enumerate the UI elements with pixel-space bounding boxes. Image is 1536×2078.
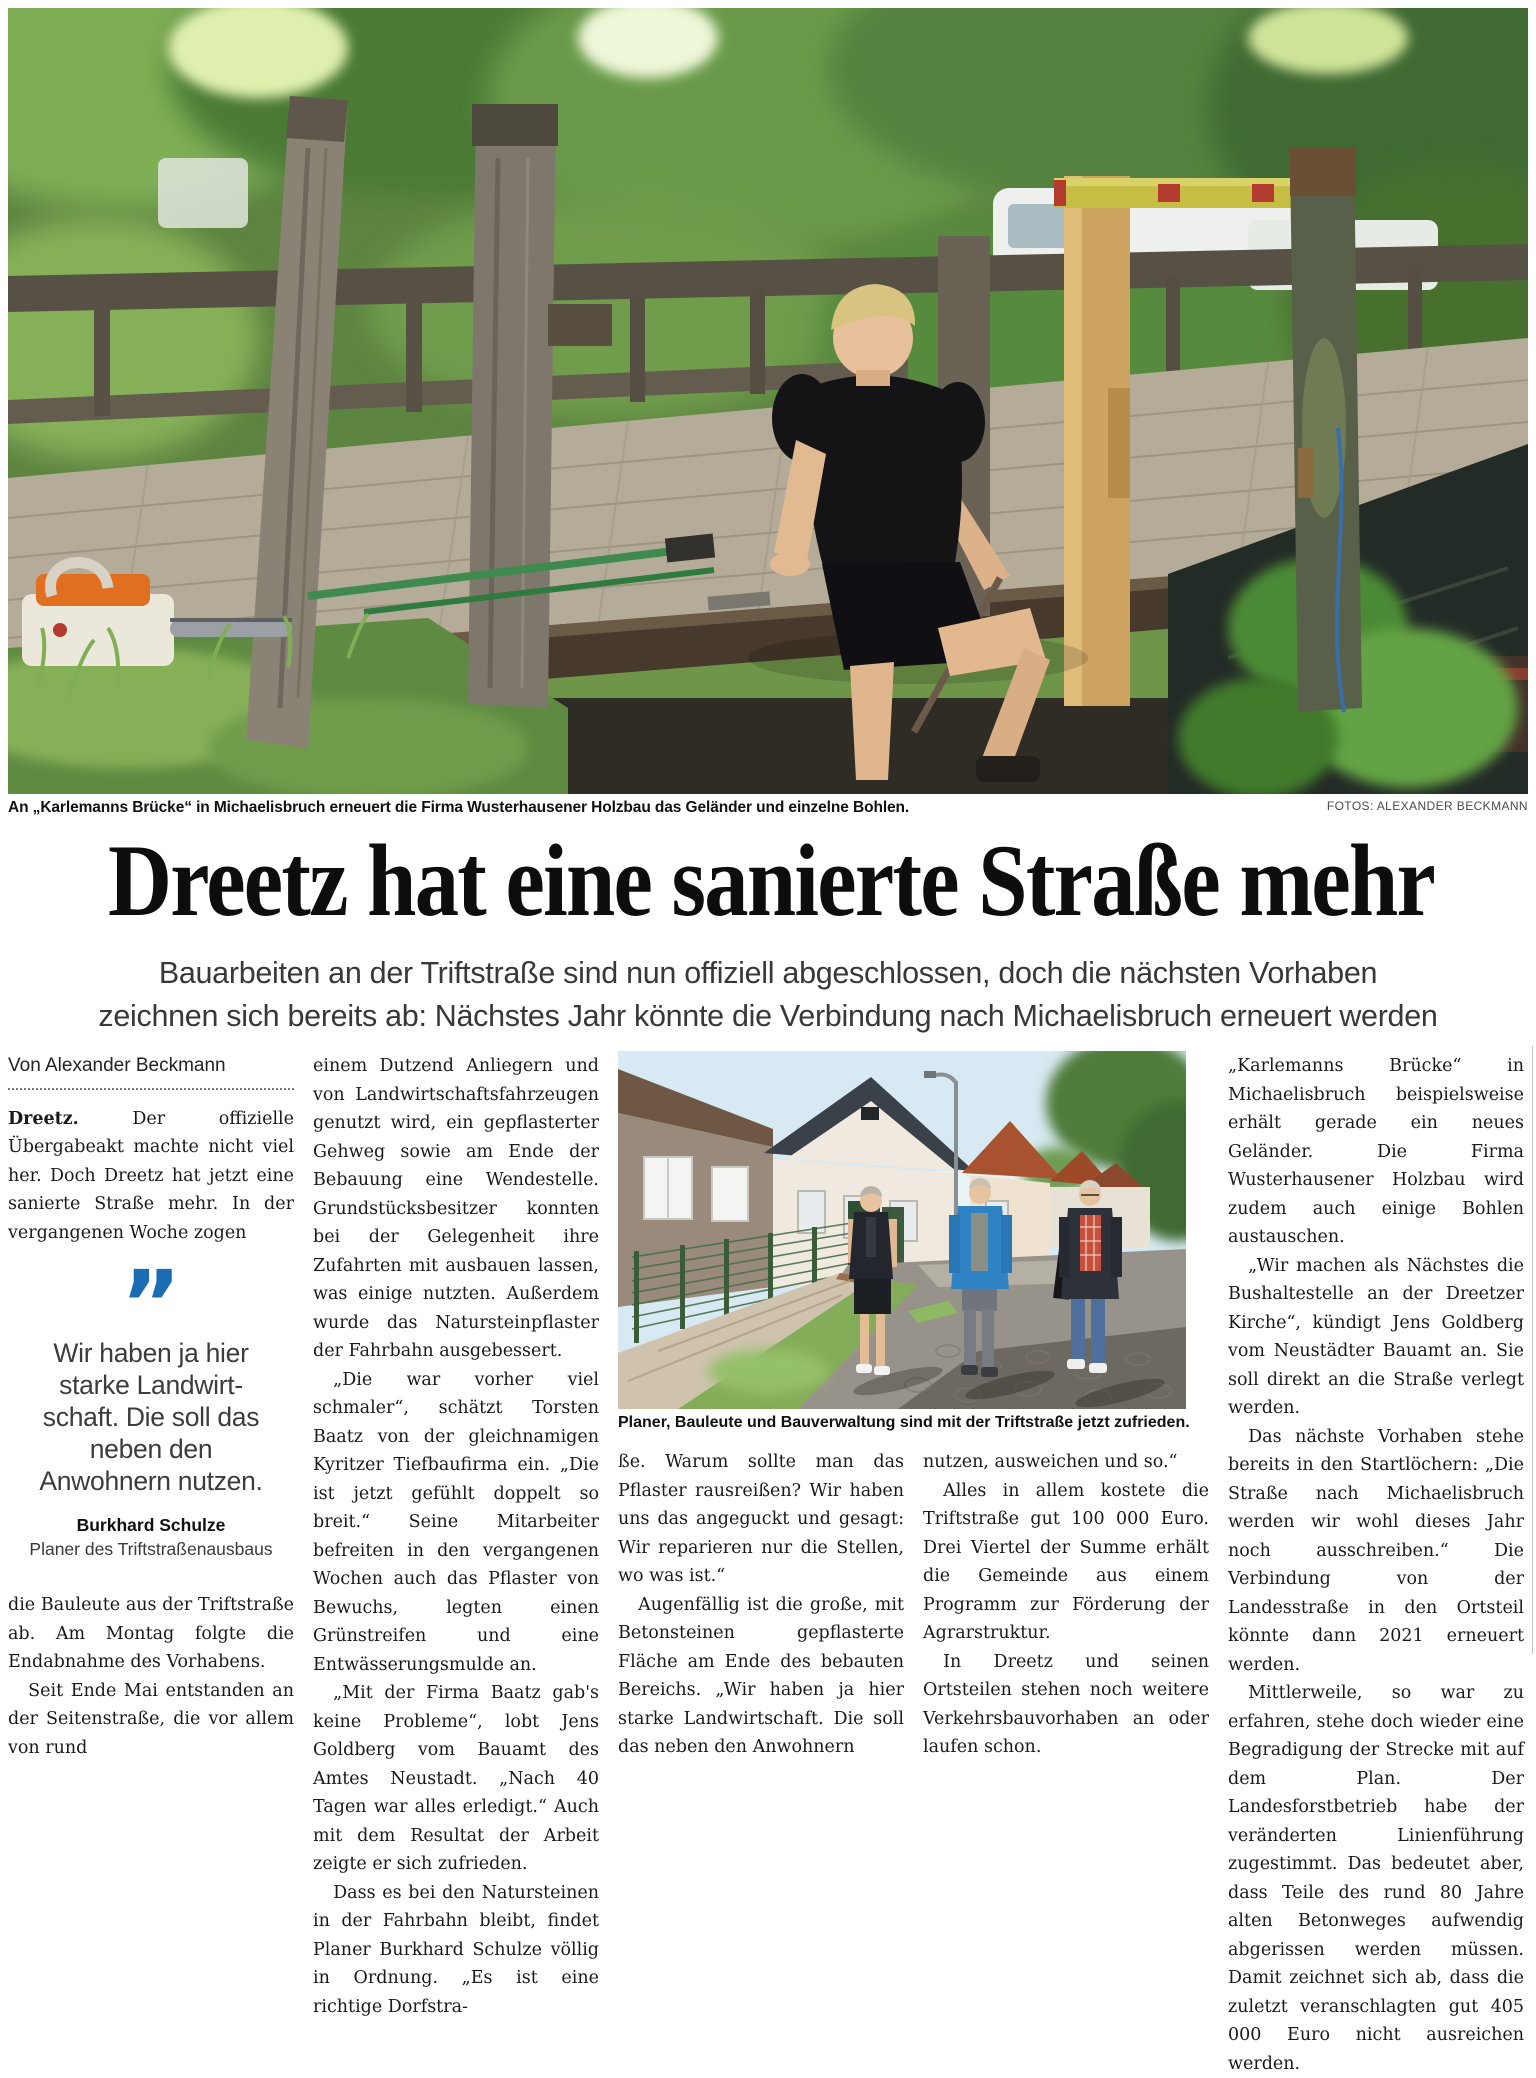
paragraph: „Karlemanns Brücke“ in Michaelisbruch beispielsweise erhält gerade ein neues Geländer. Die Firma Wusterhausener Holzbau wird zudem auch einige Bohlen austauschen. <box>1228 1056 1524 1247</box>
quote-icon: ” <box>120 1251 182 1358</box>
paragraph: Augenfällig ist die große, mit Betonsteinen gepflasterte Fläche am Ende des bebauten Bereichs. „Wir haben ja hier starke Landwirtschaft. Die soll das neben den Anwohnern <box>618 1594 904 1757</box>
bridge-photo-illustration <box>8 8 1528 794</box>
article-column-4 <box>923 1448 1209 1762</box>
byline: Von Alexander Beckmann <box>8 1052 294 1090</box>
paragraph: ße. Warum sollte man das Pflaster rausreißen? Wir haben uns das angeguckt und gesagt: Wir reparieren nur die Stellen, wo was ist.“ <box>618 1452 904 1586</box>
paragraph: Alles in allem kostete die Triftstraße gut 100 000 Euro. Drei Viertel der Summe erhält die Gemeinde aus einem Programm zur Förderung der Agrarstruktur. <box>923 1480 1209 1643</box>
paragraph: einem Dutzend Anliegern und von Landwirtschaftsfahrzeugen genutzt wird, ein gepflasterter Gehweg sowie am Ende der Bebauung eine Wendestelle. Grundstücksbesitzer konnten bei der Gelegenheit ihre Zufahrten mit ausbauen lassen, was einige nutzten. Außerdem wurde das Natursteinpflaster der Fahrbahn ausgebessert. <box>313 1056 599 1361</box>
subheadline-line-1: Bauarbeiten an der Triftstraße sind nun offiziell abgeschlossen, doch die nächsten Vorhaben <box>158 956 1378 990</box>
top-photo-caption-row <box>8 799 1528 817</box>
quote-line: neben den <box>89 1434 213 1464</box>
old-green-post <box>1290 148 1362 712</box>
middle-photo-caption: Planer, Bauleute und Bauverwaltung sind mit der Triftstraße jetzt zufrieden. <box>618 1414 1190 1431</box>
paragraph: „Wir machen als Nächstes die Bushaltestelle an der Dreetzer Kirche“, kündigt Jens Goldberg vom Neustädter Bauamt an. Sie soll direkt an die Straße verlegt werden. <box>1228 1255 1524 1418</box>
paragraph: „Mit der Firma Baatz gab's keine Probleme“, lobt Jens Goldberg vom Bauamt des Amtes Neustadt. „Nach 40 Tagen war alles erledigt.“ Auch mit dem Resultat der Arbeit zeigte er sich zufrieden. <box>313 1683 599 1874</box>
subheadline <box>0 952 1536 1038</box>
quote-line: Anwohnern nutzen. <box>39 1466 263 1496</box>
headline-wrap <box>0 822 1536 944</box>
paragraph: Dass es bei den Natursteinen in der Fahrbahn bleibt, findet Planer Burkhard Schulze völlig in Ordnung. „Es ist eine richtige Dorfstra- <box>313 1882 599 2017</box>
quote-line: Wir haben ja hier <box>53 1338 249 1368</box>
subheadline-line-2: zeichnen sich bereits ab: Nächstes Jahr könnte die Verbindung nach Michaelisbruch erneuert werden <box>98 999 1438 1033</box>
article-column-3 <box>618 1448 904 1762</box>
article-column-2 <box>313 1052 599 2021</box>
paragraph: die Bauleute aus der Triftstraße ab. Am Montag folgte die Endabnahme des Vorhabens. <box>8 1595 294 1672</box>
paragraph <box>8 1105 294 1248</box>
dateline: Dreetz. <box>8 1108 79 1129</box>
street-photo-illustration <box>618 1051 1186 1409</box>
paragraph: In Dreetz und seinen Ortsteilen stehen noch weitere Verkehrsbauvorhaben an oder laufen schon. <box>923 1651 1209 1757</box>
paragraph-text: Der offizielle Übergabeakt machte nicht viel her. Doch Dreetz hat jetzt eine sanierte Straße mehr. In der vergangenen Woche zogen <box>8 1108 294 1243</box>
paragraph: „Die war vorher viel schmaler“, schätzt Torsten Baatz von der gleichnamigen Kyritzer Tiefbaufirma ein. „Die ist jetzt gefühlt doppelt so breit.“ Seine Mitarbeiter befreiten in den vergangenen Wochen auch das Pflaster von Bewuchs, legten einen Grünstreifen und eine Entwässerungsmulde an. <box>313 1369 599 1675</box>
top-photo-caption: An „Karlemanns Brücke“ in Michaelisbruch erneuert die Firma Wusterhausener Holzbau das Geländer und einzelne Bohlen. <box>8 799 910 816</box>
article-column-1 <box>8 1052 294 1762</box>
quote-line: starke Landwirt- <box>59 1370 243 1400</box>
quote-author-role: Planer des Triftstraßenausbaus <box>29 1539 273 1559</box>
pull-quote <box>8 1251 294 1561</box>
photo-credit: FOTOS: ALEXANDER BECKMANN <box>1326 799 1528 813</box>
quote-line: schaft. Die soll das <box>42 1402 260 1432</box>
paragraph: Das nächste Vorhaben stehe bereits in den Startlöchern: „Die Straße nach Michaelisbruch werden wir wohl dieses Jahr noch ausschreiben.“ Die Verbindung von der Landesstraße in den Ortsteil könnte dann 2021 erneuert werden. <box>1228 1426 1524 1675</box>
article-column-5 <box>1228 1052 1524 2078</box>
paragraph: Mittlerweile, so war zu erfahren, stehe doch wieder eine Begradigung der Strecke mit auf dem Plan. Der Landesforstbetrieb habe der veränderten Linienführung zugestimmt. Das bedeutet aber, dass Teile des rund 80 Jahre alten Betonweges aufwendig abgerissen werden müssen. Damit zeichnet sich ab, dass die zuletzt veranschlagten gut 405 000 Euro nicht ausreichen werden. <box>1228 1683 1524 2074</box>
column-rule <box>1532 1046 1533 1654</box>
street-photo <box>618 1051 1186 1409</box>
paragraph: nutzen, ausweichen und so.“ <box>923 1452 1178 1472</box>
quote-author: Burkhard Schulze <box>76 1515 226 1535</box>
page-title: Dreetz hat eine sanierte Straße mehr <box>107 824 1435 938</box>
paragraph: Seit Ende Mai entstanden an der Seitenstraße, die vor allem von rund <box>8 1680 294 1758</box>
new-wood-post <box>1064 176 1130 706</box>
bridge-photo <box>8 8 1528 794</box>
